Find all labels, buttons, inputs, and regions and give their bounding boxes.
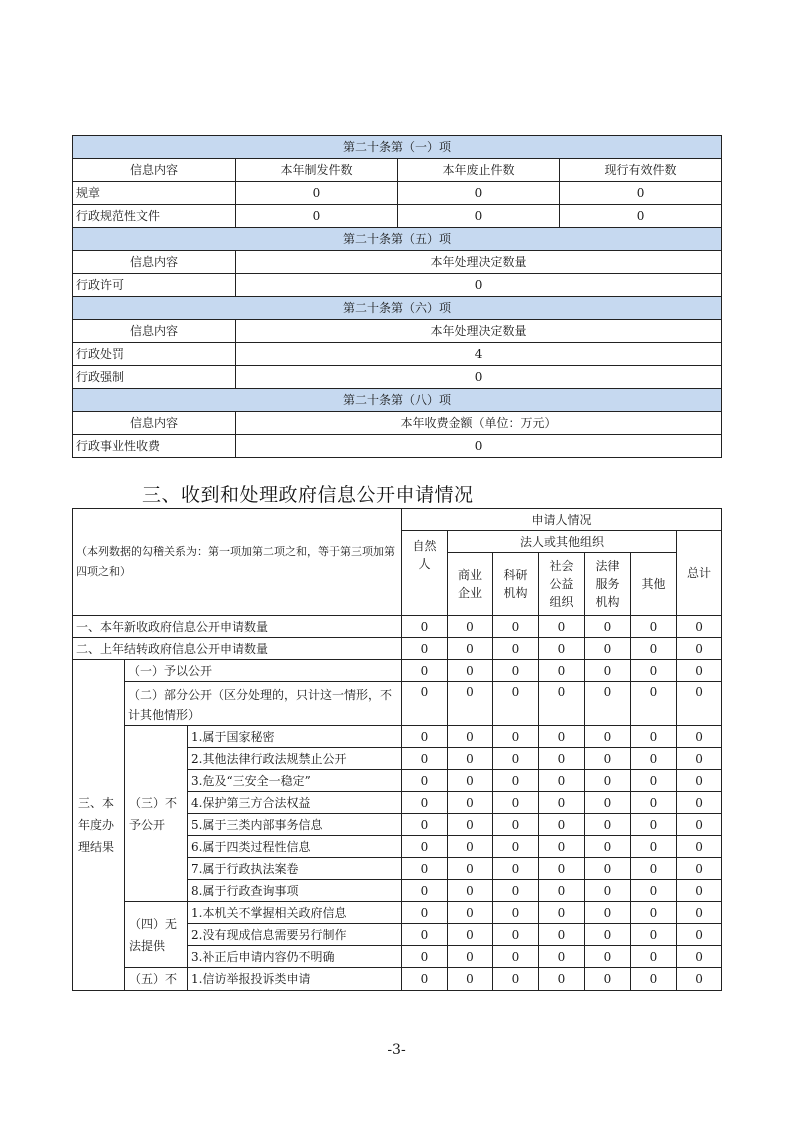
value-cell: 0	[493, 858, 539, 880]
col-header-text: 服务	[595, 577, 620, 591]
value-cell: 0	[585, 814, 631, 836]
col-header-natural-person	[402, 531, 448, 616]
value-cell: 0	[448, 660, 493, 682]
row-label: 1.信访举报投诉类申请	[188, 968, 402, 991]
value-cell: 0	[236, 435, 722, 458]
value-cell: 0	[402, 682, 448, 726]
value-cell: 0	[585, 858, 631, 880]
value-cell: 0	[493, 792, 539, 814]
value-cell: 0	[631, 682, 677, 726]
value-cell: 0	[585, 902, 631, 924]
value-cell: 0	[677, 858, 722, 880]
value-cell: 0	[585, 836, 631, 858]
value-cell: 0	[631, 924, 677, 946]
value-cell: 0	[631, 660, 677, 682]
value-cell: 0	[402, 968, 448, 991]
value-cell: 0	[631, 770, 677, 792]
header-cell: 信息内容	[73, 251, 236, 274]
value-cell: 0	[448, 946, 493, 968]
value-cell: 0	[631, 858, 677, 880]
row-label: 二、上年结转政府信息公开申请数量	[73, 638, 402, 660]
row-label: 8.属于行政查询事项	[188, 880, 402, 902]
col-header-text: 机构	[595, 595, 620, 609]
value-cell: 0	[236, 205, 398, 228]
value-cell: 0	[493, 726, 539, 748]
value-cell: 0	[448, 792, 493, 814]
value-cell: 0	[677, 968, 722, 991]
value-cell: 0	[677, 638, 722, 660]
value-cell: 0	[539, 880, 585, 902]
value-cell: 0	[402, 902, 448, 924]
table-row	[73, 343, 722, 366]
row-label: 行政强制	[73, 366, 236, 389]
value-cell: 0	[631, 836, 677, 858]
table-row	[73, 902, 722, 924]
table-row	[73, 366, 722, 389]
col-header-business	[448, 553, 493, 616]
value-cell: 0	[539, 836, 585, 858]
col-header-text: 科研	[503, 568, 528, 582]
table-row	[73, 682, 722, 726]
col-header-text: 商业	[457, 568, 482, 582]
value-cell: 0	[560, 205, 722, 228]
article20-table	[72, 135, 722, 458]
section-title: 第二十条第（六）项	[73, 297, 722, 320]
value-cell: 0	[585, 682, 631, 726]
row-label: 7.属于行政执法案卷	[188, 858, 402, 880]
row-label: 1.本机关不掌握相关政府信息	[188, 902, 402, 924]
row-label: 2.没有现成信息需要另行制作	[188, 924, 402, 946]
value-cell: 0	[631, 968, 677, 991]
value-cell: 0	[402, 748, 448, 770]
value-cell: 0	[448, 770, 493, 792]
value-cell: 0	[493, 748, 539, 770]
value-cell: 0	[539, 968, 585, 991]
value-cell: 0	[677, 748, 722, 770]
result-group-label: 三、本年度办理结果	[73, 660, 125, 991]
value-cell: 0	[236, 274, 722, 297]
value-cell: 0	[402, 726, 448, 748]
value-cell: 0	[631, 902, 677, 924]
value-cell: 0	[585, 924, 631, 946]
header-cell: 现行有效件数	[560, 159, 722, 182]
section-title: 第二十条第（八）项	[73, 389, 722, 412]
col-header-research	[493, 553, 539, 616]
value-cell: 0	[631, 638, 677, 660]
page-number: -3-	[387, 1042, 406, 1058]
value-cell: 0	[560, 182, 722, 205]
header-cell: 信息内容	[73, 320, 236, 343]
value-cell: 0	[539, 682, 585, 726]
value-cell: 0	[539, 748, 585, 770]
col-header-legal-service	[585, 553, 631, 616]
value-cell: 0	[585, 770, 631, 792]
value-cell: 0	[585, 748, 631, 770]
col-header-text: 其他	[641, 577, 666, 591]
value-cell: 0	[677, 726, 722, 748]
col-header-text: 社会	[549, 559, 574, 573]
header-cell: 本年制发件数	[236, 159, 398, 182]
value-cell: 0	[585, 726, 631, 748]
table-row	[73, 182, 722, 205]
value-cell: 0	[398, 182, 560, 205]
value-cell: 0	[493, 682, 539, 726]
table-row	[73, 616, 722, 638]
value-cell: 0	[677, 946, 722, 968]
row-label: （二）部分公开（区分处理的，只计这一情形，不计其他情形）	[125, 682, 402, 726]
value-cell: 0	[493, 638, 539, 660]
value-cell: 0	[539, 902, 585, 924]
col-header-text: 自然	[412, 539, 437, 553]
value-cell: 0	[631, 880, 677, 902]
row-label: 行政规范性文件	[73, 205, 236, 228]
header-cell: 信息内容	[73, 159, 236, 182]
section-heading: 三、收到和处理政府信息公开申请情况	[142, 484, 474, 506]
value-cell: 0	[402, 858, 448, 880]
value-cell: 0	[631, 748, 677, 770]
value-cell: 0	[585, 880, 631, 902]
col-header-text: 机构	[503, 586, 528, 600]
table-row	[73, 726, 722, 748]
value-cell: 0	[585, 946, 631, 968]
value-cell: 0	[677, 682, 722, 726]
value-cell: 0	[539, 814, 585, 836]
header-cell: 本年废止件数	[398, 159, 560, 182]
section-title: 第二十条第（五）项	[73, 228, 722, 251]
value-cell: 0	[539, 792, 585, 814]
row-label: （一）予以公开	[125, 660, 402, 682]
value-cell: 0	[631, 616, 677, 638]
table-row	[73, 968, 722, 991]
value-cell: 0	[448, 748, 493, 770]
col-header-text: 企业	[457, 586, 482, 600]
row-label: 1.属于国家秘密	[188, 726, 402, 748]
col-header-text: 法律	[595, 559, 620, 573]
col-header-text: 公益	[549, 577, 574, 591]
value-cell: 0	[448, 836, 493, 858]
subgroup-label: （四）无法提供	[125, 902, 188, 968]
value-cell: 0	[585, 660, 631, 682]
value-cell: 0	[585, 616, 631, 638]
value-cell: 0	[448, 814, 493, 836]
value-cell: 0	[585, 792, 631, 814]
foi-requests-table	[72, 508, 722, 991]
value-cell: 0	[402, 660, 448, 682]
value-cell: 0	[539, 770, 585, 792]
value-cell: 0	[493, 814, 539, 836]
header-cell: 本年处理决定数量	[236, 251, 722, 274]
row-label: 2.其他法律行政法规禁止公开	[188, 748, 402, 770]
col-header-total	[677, 531, 722, 616]
value-cell: 0	[539, 946, 585, 968]
col-header-text: 组织	[549, 595, 574, 609]
value-cell: 0	[493, 902, 539, 924]
value-cell: 0	[677, 880, 722, 902]
value-cell: 0	[398, 205, 560, 228]
row-label: 5.属于三类内部事务信息	[188, 814, 402, 836]
value-cell: 0	[448, 638, 493, 660]
value-cell: 0	[402, 836, 448, 858]
value-cell: 0	[677, 902, 722, 924]
value-cell: 0	[402, 924, 448, 946]
value-cell: 0	[493, 946, 539, 968]
value-cell: 0	[402, 792, 448, 814]
value-cell: 0	[585, 638, 631, 660]
value-cell: 0	[448, 616, 493, 638]
table-row	[73, 435, 722, 458]
value-cell: 0	[493, 616, 539, 638]
subgroup-label: （三）不予公开	[125, 726, 188, 902]
value-cell: 0	[448, 726, 493, 748]
value-cell: 0	[539, 638, 585, 660]
value-cell: 0	[539, 616, 585, 638]
header-cell: 本年收费金额（单位：万元）	[236, 412, 722, 435]
value-cell: 0	[402, 616, 448, 638]
row-label: 行政事业性收费	[73, 435, 236, 458]
value-cell: 0	[677, 616, 722, 638]
col-header-text: 人	[418, 557, 431, 571]
col-header-public-welfare	[539, 553, 585, 616]
value-cell: 0	[493, 660, 539, 682]
value-cell: 0	[631, 792, 677, 814]
header-cell: 本年处理决定数量	[236, 320, 722, 343]
value-cell: 0	[539, 726, 585, 748]
value-cell: 0	[493, 770, 539, 792]
col-header-text: 总计	[687, 566, 712, 580]
value-cell: 0	[493, 968, 539, 991]
value-cell: 0	[677, 660, 722, 682]
legal-org-header: 法人或其他组织	[448, 531, 677, 553]
value-cell: 0	[448, 902, 493, 924]
applicant-header: 申请人情况	[402, 509, 722, 531]
row-label: 3.危及“三安全一稳定”	[188, 770, 402, 792]
value-cell: 0	[448, 858, 493, 880]
value-cell: 0	[402, 814, 448, 836]
row-label: 行政许可	[73, 274, 236, 297]
value-cell: 0	[402, 638, 448, 660]
value-cell: 4	[236, 343, 722, 366]
value-cell: 0	[402, 946, 448, 968]
value-cell: 0	[402, 880, 448, 902]
value-cell: 0	[631, 946, 677, 968]
table-row	[73, 660, 722, 682]
value-cell: 0	[236, 366, 722, 389]
row-label: 行政处罚	[73, 343, 236, 366]
reconciliation-note: （本列数据的勾稽关系为：第一项加第二项之和，等于第三项加第四项之和）	[73, 509, 402, 616]
value-cell: 0	[493, 880, 539, 902]
table-row	[73, 274, 722, 297]
value-cell: 0	[631, 814, 677, 836]
value-cell: 0	[493, 836, 539, 858]
table-row	[73, 638, 722, 660]
value-cell: 0	[539, 660, 585, 682]
header-cell: 信息内容	[73, 412, 236, 435]
value-cell: 0	[448, 682, 493, 726]
value-cell: 0	[448, 968, 493, 991]
value-cell: 0	[402, 770, 448, 792]
col-header-other	[631, 553, 677, 616]
subgroup-label: （五）不	[125, 968, 188, 991]
row-label: 3.补正后申请内容仍不明确	[188, 946, 402, 968]
value-cell: 0	[677, 792, 722, 814]
value-cell: 0	[677, 924, 722, 946]
row-label: 4.保护第三方合法权益	[188, 792, 402, 814]
value-cell: 0	[493, 924, 539, 946]
value-cell: 0	[448, 880, 493, 902]
value-cell: 0	[539, 858, 585, 880]
value-cell: 0	[677, 770, 722, 792]
section-title: 第二十条第（一）项	[73, 136, 722, 159]
value-cell: 0	[448, 924, 493, 946]
value-cell: 0	[677, 814, 722, 836]
value-cell: 0	[539, 924, 585, 946]
value-cell: 0	[677, 836, 722, 858]
value-cell: 0	[631, 726, 677, 748]
table-row	[73, 205, 722, 228]
row-label: 规章	[73, 182, 236, 205]
value-cell: 0	[236, 182, 398, 205]
row-label: 一、本年新收政府信息公开申请数量	[73, 616, 402, 638]
value-cell: 0	[585, 968, 631, 991]
row-label: 6.属于四类过程性信息	[188, 836, 402, 858]
